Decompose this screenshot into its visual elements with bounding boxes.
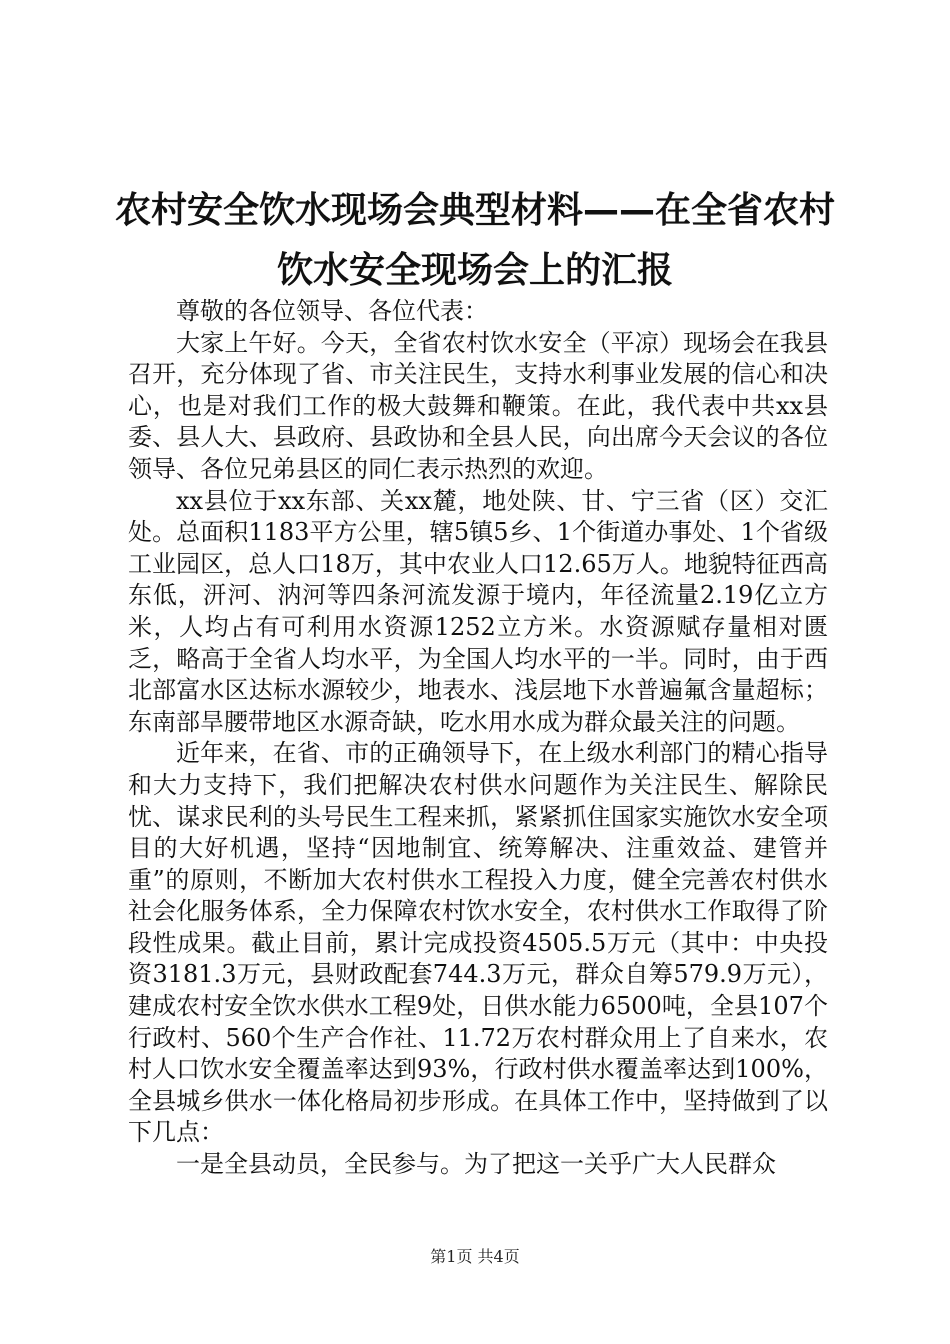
greeting: 尊敬的各位领导、各位代表： xyxy=(176,297,488,325)
document-title-line-1: 农村安全饮水现场会典型材料——在全省农村 xyxy=(114,190,835,231)
document-body xyxy=(128,296,828,1181)
document-title-line-2: 饮水安全现场会上的汇报 xyxy=(276,250,673,291)
page-number: 第1页 共4页 xyxy=(430,1247,520,1266)
paragraph: 大家上午好。今天，全省农村饮水安全（平凉）现场会在我县召开，充分体现了省、市关注民生，支持水利事业发展的信心和决心，也是对我们工作的极大鼓舞和鞭策。在此，我代表中共xx县委、县人大、县政府、县政协和全县人民，向出席今天会议的各位领导、各位兄弟县区的同仁表示热烈的欢迎。 xyxy=(128,328,828,483)
paragraph: 近年来，在省、市的正确领导下，在上级水利部门的精心指导和大力支持下，我们把解决农村供水问题作为关注民生、解除民忧、谋求民利的头号民生工程来抓，紧紧抓住国家实施饮水安全项目的大好机遇，坚持“因地制宜、统筹解决、注重效益、建管并重”的原则，不断加大农村供水工程投入力度，健全完善农村供水社会化服务体系，全力保障农村饮水安全，农村供水工作取得了阶段性成果。截止目前，累计完成投资4505.5万元（其中：中央投资3181.3万元，县财政配套744.3万元，群众自筹579.9万元），建成农村安全饮水供水工程9处，日供水能力6500吨，全县107个行政村、560个生产合作社、11.72万农村群众用上了自来水，农村人口饮水安全覆盖率达到93%，行政村供水覆盖率达到100%，全县城乡供水一体化格局初步形成。在具体工作中，坚持做到了以下几点： xyxy=(128,739,828,1147)
paragraph: xx县位于xx东部、关xx麓，地处陕、甘、宁三省（区）交汇处。总面积1183平方公里，辖5镇5乡、1个街道办事处、1个省级工业园区，总人口18万，其中农业人口12.65万人。地貌特征西高东低，汧河、汭河等四条河流发源于境内，年径流量2.19亿立方米，人均占有可利用水资源1252立方米。水资源赋存量相对匮乏，略高于全省人均水平，为全国人均水平的一半。同时，由于西北部富水区达标水源较少，地表水、浅层地下水普遍氟含量超标；东南部旱腰带地区水源奇缺，吃水用水成为群众最关注的问题。 xyxy=(128,486,828,736)
paragraph: 一是全县动员，全民参与。为了把这一关乎广大人民群众 xyxy=(176,1150,776,1179)
